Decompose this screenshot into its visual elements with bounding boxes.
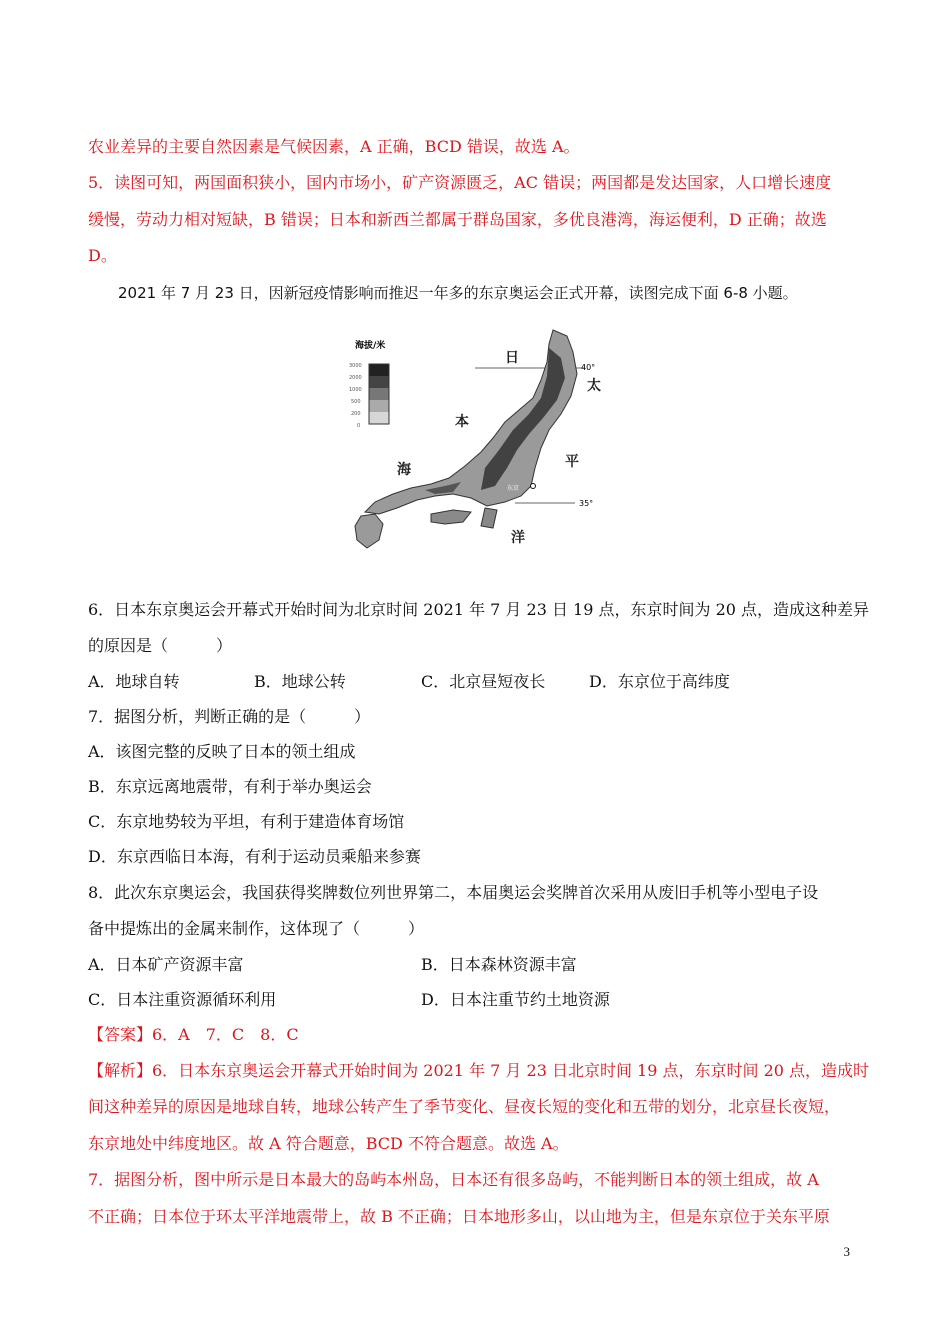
lat-40-label: 40° — [581, 363, 596, 372]
map-label-ben: 本 — [455, 414, 469, 430]
question-intro: 2021 年 7 月 23 日，因新冠疫情影响而推迟一年多的东京奥运会正式开幕，读图完成下面 6-8 小题。 — [118, 284, 798, 302]
map-label-yang: 洋 — [511, 530, 525, 546]
analysis-line1: 【解析】6．日本东京奥运会开幕式开始时间为 2021 年 7 月 23 日北京时间 19 点，东京时间 20 点，造成时 — [88, 1061, 870, 1080]
q5-analysis-line1: 5．读图可知，两国面积狭小，国内市场小，矿产资源匮乏，AC 错误；两国都是发达国家，人口增长速度 — [88, 173, 832, 192]
map-label-hai: 海 — [397, 462, 411, 478]
svg-text:0: 0 — [357, 423, 361, 429]
legend-values — [349, 363, 362, 429]
svg-text:3000: 3000 — [349, 363, 362, 369]
q7-option-a: A．该图完整的反映了日本的领土组成 — [88, 742, 356, 761]
lat-35-label: 35° — [579, 499, 594, 508]
tokyo-label: 东京 — [507, 485, 520, 492]
svg-text:500: 500 — [351, 399, 361, 405]
q6-option-a: A．地球自转 — [88, 672, 180, 691]
page-number: 3 — [843, 1244, 850, 1259]
q7-option-b: B．东京远离地震带，有利于举办奥运会 — [88, 777, 372, 796]
q6-stem-line2: 的原因是（ ） — [88, 636, 233, 655]
q8-option-d: D．日本注重节约土地资源 — [421, 990, 610, 1009]
analysis-line3: 东京地处中纬度地区。故 A 符合题意，BCD 不符合题意。故选 A。 — [88, 1134, 569, 1153]
svg-text:2000: 2000 — [349, 375, 362, 381]
q7-option-d: D．东京西临日本海，有利于运动员乘船来参赛 — [88, 847, 421, 866]
q7-option-c: C．东京地势较为平坦，有利于建造体育场馆 — [88, 812, 405, 831]
svg-text:1000: 1000 — [349, 387, 362, 393]
q8-stem-line2: 备中提炼出的金属来制作，这体现了（ ） — [88, 919, 425, 938]
q8-stem-line1: 8．此次东京奥运会，我国获得奖牌数位列世界第二，本届奥运会奖牌首次采用从废旧手机等小型电子设 — [88, 883, 819, 902]
map-label-ping: 平 — [565, 454, 579, 470]
answer-key: 【答案】6．A 7．C 8．C — [88, 1025, 299, 1044]
map-label-tai: 太 — [587, 378, 601, 394]
analysis-line4: 7．据图分析，图中所示是日本最大的岛屿本州岛，日本还有很多岛屿，不能判断日本的领土组成，故 A — [88, 1170, 819, 1189]
analysis-line5: 不正确；日本位于环太平洋地震带上，故 B 不正确；日本地形多山，以山地为主，但是东京位于关东平原 — [88, 1207, 830, 1226]
q6-option-c: C．北京昼短夜长 — [421, 672, 546, 691]
q7-stem: 7．据图分析，判断正确的是（ ） — [88, 707, 371, 726]
map-label-ri: 日 — [505, 350, 519, 366]
legend-title: 海拔/米 — [355, 341, 386, 351]
q5-analysis-line3: D。 — [88, 246, 117, 265]
q5-analysis-line2: 缓慢，劳动力相对短缺，B 错误；日本和新西兰都属于群岛国家，多优良港湾，海运便利，D 正确；故选 — [88, 210, 827, 229]
q6-option-d: D．东京位于高纬度 — [589, 672, 730, 691]
q6-stem-line1: 6．日本东京奥运会开幕式开始时间为北京时间 2021 年 7 月 23 日 19 点，东京时间为 20 点，造成这种差异 — [88, 600, 870, 619]
svg-text:200: 200 — [351, 411, 361, 417]
japan-elevation-map — [335, 318, 625, 558]
analysis-line2: 间这种差异的原因是地球自转，地球公转产生了季节变化、昼夜长短的变化和五带的划分，北京昼长夜短， — [88, 1097, 841, 1116]
prev-answer-line: 农业差异的主要自然因素是气候因素，A 正确，BCD 错误，故选 A。 — [88, 137, 580, 156]
q6-option-b: B．地球公转 — [254, 672, 346, 691]
q8-option-a: A．日本矿产资源丰富 — [88, 955, 244, 974]
q8-option-b: B．日本森林资源丰富 — [421, 955, 577, 974]
q8-option-c: C．日本注重资源循环利用 — [88, 990, 277, 1009]
